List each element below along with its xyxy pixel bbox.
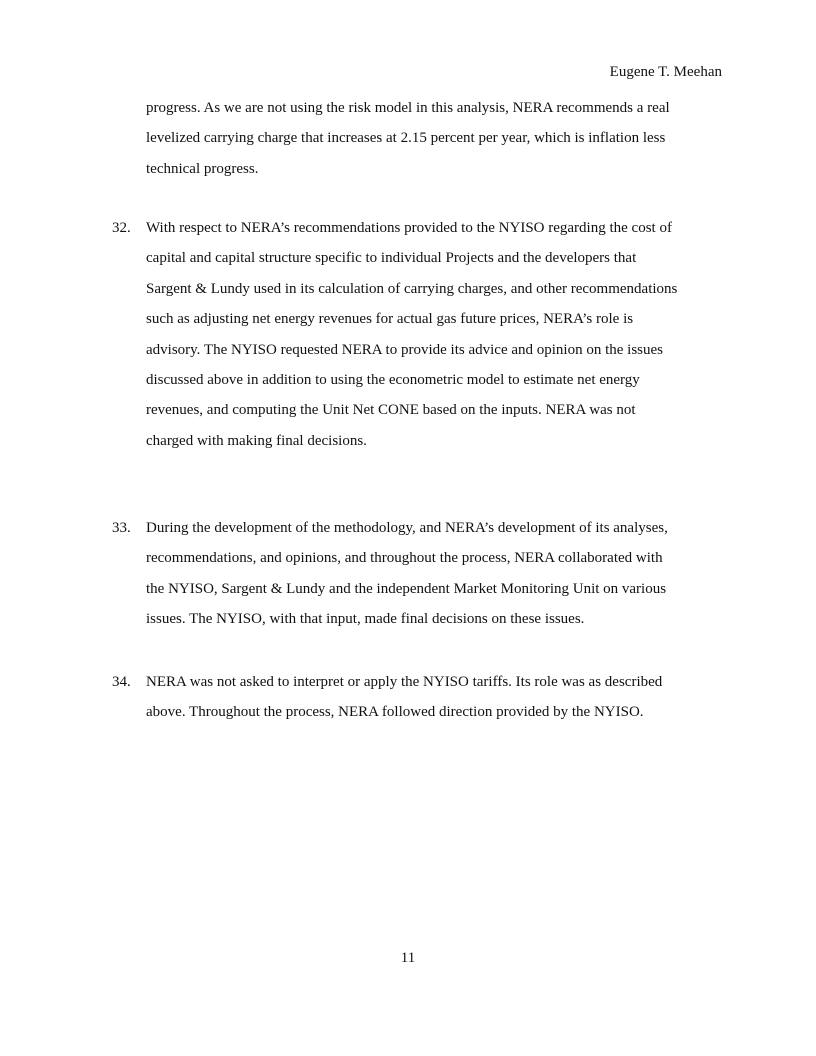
paragraph-line: above. Throughout the process, NERA followed direction provided by the NYISO. — [146, 704, 644, 721]
paragraph-line: issues. The NYISO, with that input, made final decisions on these issues. — [146, 611, 585, 628]
paragraph-line: recommendations, and opinions, and throughout the process, NERA collaborated with — [146, 550, 663, 567]
paragraph-line: revenues, and computing the Unit Net CONE based on the inputs. NERA was not — [146, 402, 636, 419]
paragraph-line: discussed above in addition to using the econometric model to estimate net energy — [146, 372, 640, 389]
paragraph-line: capital and capital structure specific to individual Projects and the developers that — [146, 250, 637, 267]
continuation-paragraph — [146, 93, 726, 184]
paragraph-line: Sargent & Lundy used in its calculation of carrying charges, and other recommendations — [146, 280, 678, 297]
paragraph-line: technical progress. — [146, 160, 259, 177]
paragraph-line: With respect to NERA’s recommendations provided to the NYISO regarding the cost of — [146, 220, 672, 236]
paragraph-33 — [146, 513, 726, 635]
page-number: 11 — [400, 950, 416, 966]
paragraph-line: such as adjusting net energy revenues for actual gas future prices, NERA’s role is — [146, 311, 634, 328]
paragraph-line: NERA was not asked to interpret or apply the NYISO tariffs. Its role was as described — [146, 674, 663, 690]
paragraph-34 — [146, 667, 726, 728]
paragraph-number-32: 32. — [112, 220, 131, 236]
paragraph-32 — [146, 213, 726, 456]
header-author: Eugene T. Meehan — [609, 64, 722, 80]
paragraph-number-34: 34. — [112, 674, 131, 690]
paragraph-line: levelized carrying charge that increases at 2.15 percent per year, which is inflation less — [146, 130, 666, 147]
paragraph-line: During the development of the methodology, and NERA’s development of its analyses, — [146, 520, 668, 536]
paragraph-line: charged with making final decisions. — [146, 432, 367, 449]
paragraph-line: the NYISO, Sargent & Lundy and the independent Market Monitoring Unit on various — [146, 580, 667, 597]
paragraph-line: progress. As we are not using the risk model in this analysis, NERA recommends a real — [146, 100, 670, 116]
paragraph-number-33: 33. — [112, 520, 131, 536]
paragraph-line: advisory. The NYISO requested NERA to provide its advice and opinion on the issues — [146, 341, 664, 358]
